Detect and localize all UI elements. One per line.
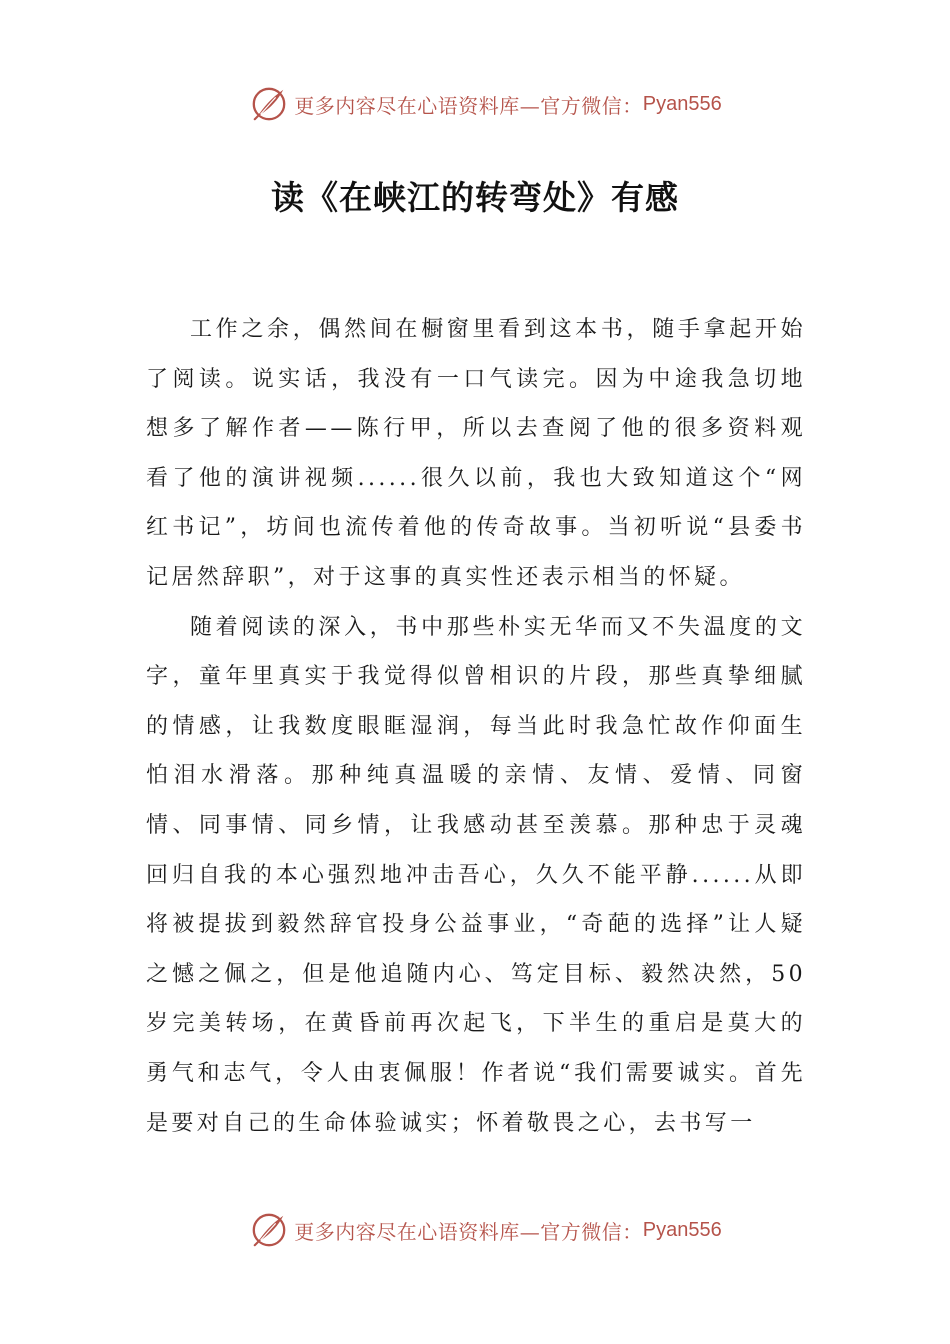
paragraph-2: 随着阅读的深入，书中那些朴实无华而又不失温度的文字，童年里真实于我觉得似曾相识的片段，那些真挚细腻的情感，让我数度眼眶湿润，每当此时我急忙故作仰面生怕泪水滑落。那种纯真温暖的亲情、友情、爱情、同窗情、同事情、同乡情，让我感动甚至羡慕。那种忠于灵魂回归自我的本心强烈地冲击吾心，久久不能平静......从即将被提拔到毅然辞官投身公益事业，“奇葩的选择”让人疑之憾之佩之，但是他追随内心、笃定目标、毅然决然，50岁完美转场，在黄昏前再次起飞，下半生的重启是莫大的勇气和志气，令人由衷佩服！作者说“我们需要诚实。首先是要对自己的生命体验诚实；怀着敬畏之心，去书写一 — [146, 614, 806, 1136]
quill-logo-icon — [250, 85, 288, 123]
document-body — [146, 305, 806, 1148]
header-banner-content — [250, 85, 721, 123]
footer-banner-content — [250, 1211, 721, 1249]
banner-text: 更多内容尽在心语资料库—官方微信： — [294, 1219, 643, 1244]
banner-text: 更多内容尽在心语资料库—官方微信： — [294, 93, 643, 118]
banner-wechat-id: Pyan556 — [642, 92, 722, 115]
footer-banner — [0, 1208, 950, 1252]
banner-wechat-id: Pyan556 — [642, 1218, 722, 1241]
header-banner — [0, 82, 950, 126]
quill-logo-icon — [250, 1211, 288, 1249]
paragraph-1: 工作之余，偶然间在橱窗里看到这本书，随手拿起开始了阅读。说实话，我没有一口气读完。因为中途我急切地想多了解作者——陈行甲，所以去查阅了他的很多资料观看了他的演讲视频......很久以前，我也大致知道这个“网红书记”，坊间也流传着他的传奇故事。当初听说“县委书记居然辞职”，对于这事的真实性还表示相当的怀疑。 — [146, 317, 806, 590]
document-title: 读《在峡江的转弯处》有感 — [271, 178, 679, 217]
